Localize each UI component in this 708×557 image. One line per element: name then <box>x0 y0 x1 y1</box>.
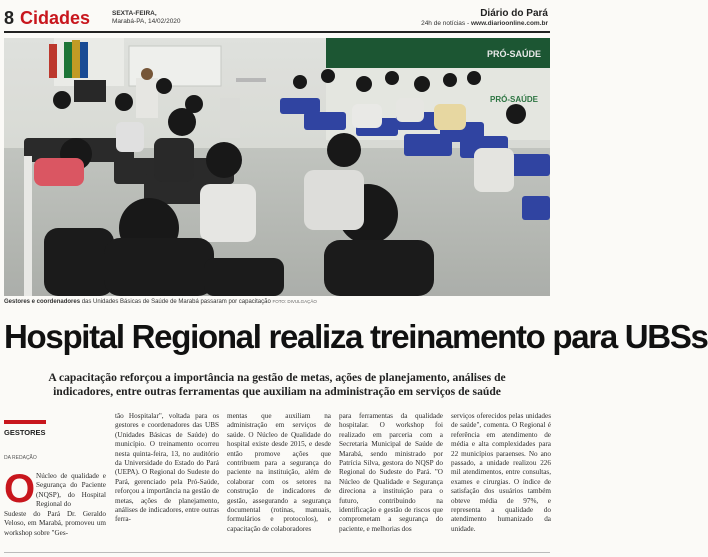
article-column-1-top: Núcleo de qualidade e Segurança do Paciente (NQSP), do Hospital Regional do <box>36 472 106 509</box>
tagline-prefix: 24h de notícias - <box>421 20 470 27</box>
article-headline: Hospital Regional realiza treinamento para UBSs <box>4 318 708 355</box>
article-column-2: tão Hospitalar", voltada para os gestores e coordenadores das UBS (Unidades Básicas de Saúde) do município. O treinamento ocorreu nesta quinta-feira, 13, no auditório da Universidade do Estado do Pará (UEPA). O Regional do Sudeste do Pará, gerenciado pela Pró-Saúde, reforçou a importância na gestão de metas, ações de planejamento, análises de indicadores, entre outras ferra- <box>115 412 219 524</box>
article-column-1-bottom: Sudeste do Pará Dr. Geraldo Veloso, em Marabá, promoveu um workshop sobre "Ges- <box>4 510 106 537</box>
banner-brand-label-2: PRÓ-SAÚDE <box>489 95 539 104</box>
photo-credit: FOTO: DIVULGAÇÃO <box>272 299 317 304</box>
newspaper-brand: Diário do Pará <box>480 8 548 19</box>
website-link[interactable]: www.diarioonline.com.br <box>470 20 548 27</box>
byline: DA REDAÇÃO <box>4 455 37 461</box>
page-number: 8 <box>4 8 15 28</box>
section-title: Cidades <box>20 8 91 28</box>
weekday: SEXTA-FEIRA, <box>112 10 157 17</box>
place-date: Marabá-PA, 14/02/2020 <box>112 18 181 25</box>
kicker-bar <box>4 420 46 424</box>
photo-caption <box>4 299 550 305</box>
tagline <box>421 20 548 27</box>
header-rule <box>4 31 550 33</box>
article-subhead: A capacitação reforçou a importância na gestão de metas, ações de planejamento, análises de indicadores, entre outras ferramentas que auxiliam na administração em serviços de saúde <box>48 371 506 398</box>
kicker: GESTORES <box>4 428 46 437</box>
dateline <box>112 10 181 26</box>
article-column-4: para ferramentas da qualidade hospitalar. O workshop foi realizado em parceria com a Secretaria Municipal de Saúde de Marabá, sendo ministrado por Patrícia Silva, gestora do NQSP do Regional do Sudeste do Pará. "O Núcleo de Qualidade e Segurança direciona a instituição para o futuro, contribuindo na identificação e gestão de riscos que comprometam a segurança do paciente, e melhorias dos <box>339 412 443 533</box>
caption-text: das Unidades Básicas de Saúde de Marabá passaram por capacitação <box>80 299 271 305</box>
training-photo <box>4 38 550 296</box>
bottom-rule <box>4 552 550 553</box>
article-column-5: serviços oferecidos pelas unidades de saúde", comenta. O Regional é referência em atendimento de média e alta complexidades para 22 municípios paraenses. No ano passado, a unidade realizou 226 mil atendimentos, entre consultas, exames e cirurgias. O índice de satisfação dos usuários também obteve média de 97%, e representa a qualidade do atendimento humanizado da unidade. <box>451 412 551 533</box>
article-column-3: mentas que auxiliam na administração em serviços de saúde. O Núcleo de Qualidade do hospital existe desde 2015, e desde então promove ações que contribuem para a segurança do paciente na instituição, além de colaborar com os setores na construção de indicadores de gestão, assegurando a segurança documental (rotinas, manuais, formulários e protocolos), e capacitação de colaboradores <box>227 412 331 533</box>
masthead <box>0 0 554 33</box>
banner-brand-label: PRÓ-SAÚDE <box>486 49 542 59</box>
caption-lead: Gestores e coordenadores <box>4 299 81 305</box>
drop-cap: O <box>4 467 36 511</box>
classroom-photo-illustration <box>4 38 550 296</box>
